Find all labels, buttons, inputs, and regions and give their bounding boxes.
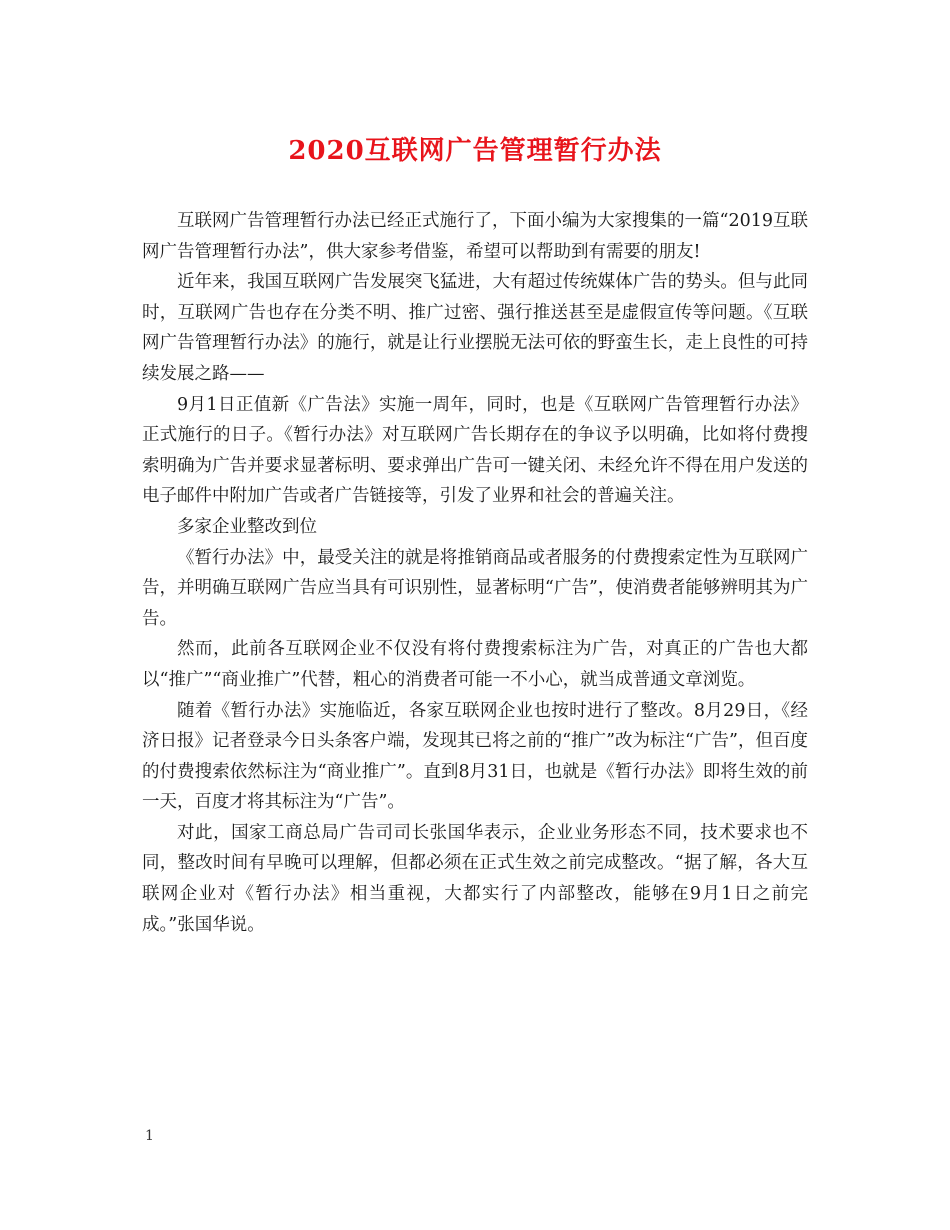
document-title: 2020互联网广告管理暂行办法 <box>288 136 662 166</box>
paragraph-background: 近年来，我国互联网广告发展突飞猛进，大有超过传统媒体广告的势头。但与此同时，互联网广告也存在分类不明、推广过密、强行推送甚至是虚假宣传等问题。《互联网广告管理暂行办法》的施行，就是让行业摆脱无法可依的野蛮生长，走上良性的可持续发展之路—— <box>142 272 808 384</box>
paragraph-official-comment: 对此，国家工商总局广告司司长张国华表示，企业业务形态不同，技术要求也不同，整改时间有早晚可以理解，但都必须在正式生效之前完成整改。“据了解，各大互联网企业对《暂行办法》相当重视，大都实行了内部整改，能够在9月1日之前完成。”张国华说。 <box>142 822 808 935</box>
paragraph-previous-practice: 然而，此前各互联网企业不仅没有将付费搜索标注为广告，对真正的广告也大都以“推广”“商业推广”代替，粗心的消费者可能一不小心，就当成普通文章浏览。 <box>142 639 808 690</box>
paragraph-intro: 互联网广告管理暂行办法已经正式施行了，下面小编为大家搜集的一篇“2019互联网广告管理暂行办法”，供大家参考借鉴，希望可以帮助到有需要的朋友! <box>142 211 808 262</box>
page-number: 1 <box>145 1128 154 1144</box>
paragraph-rectification: 随着《暂行办法》实施临近，各家互联网企业也按时进行了整改。8月29日，《经济日报》记者登录今日头条客户端，发现其已将之前的“推广”改为标注“广告”，但百度的付费搜索依然标注为“商业推广”。直到8月31日，也就是《暂行办法》即将生效的前一天，百度才将其标注为“广告”。 <box>142 700 808 813</box>
paragraph-implementation: 9月1日正值新《广告法》实施一周年，同时，也是《互联网广告管理暂行办法》正式施行的日子。《暂行办法》对互联网广告长期存在的争议予以明确，比如将付费搜索明确为广告并要求显著标明、要求弹出广告可一键关闭、未经允许不得在用户发送的电子邮件中附加广告或者广告链接等，引发了业界和社会的普遍关注。 <box>142 394 808 507</box>
document-body <box>142 206 808 940</box>
paragraph-paid-search: 《暂行办法》中，最受关注的就是将推销商品或者服务的付费搜索定性为互联网广告，并明确互联网广告应当具有可识别性，显著标明“广告”，使消费者能够辨明其为广告。 <box>142 547 808 629</box>
section-heading: 多家企业整改到位 <box>177 516 317 537</box>
